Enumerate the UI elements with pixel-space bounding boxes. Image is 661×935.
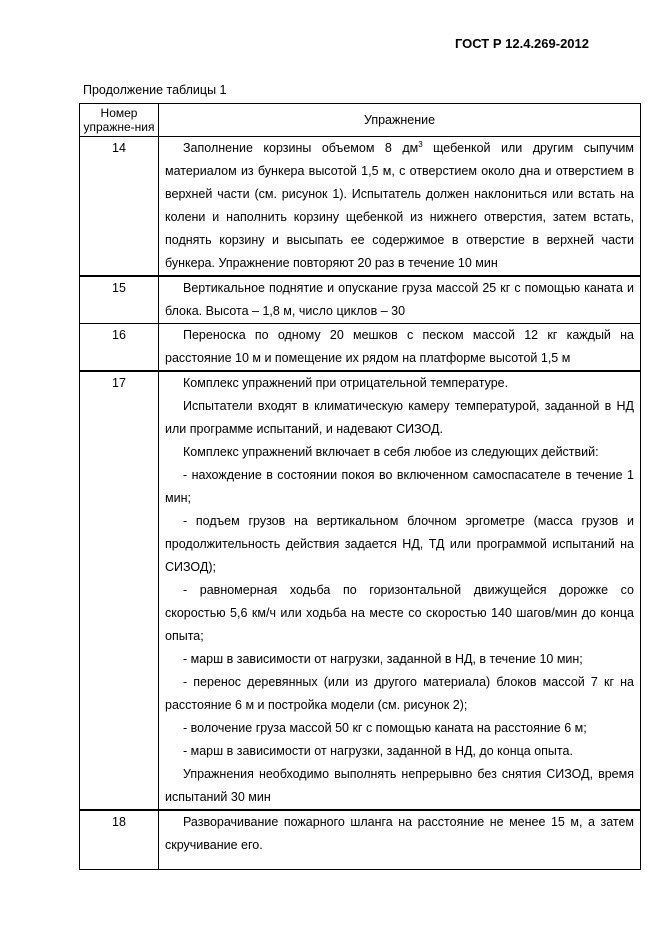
superscript: 3 [418, 139, 423, 149]
exercise-paragraph: Испытатели входят в климатическую камеру температурой, заданной в НД или программе испытаний, и надевают СИЗОД. [165, 399, 634, 436]
row-exercise-text [159, 276, 641, 324]
table-row [80, 810, 641, 870]
table-caption: Продолжение таблицы 1 [83, 83, 227, 97]
row-number: 17 [80, 371, 159, 810]
exercise-list-item: - перенос деревянных (или из другого материала) блоков массой 7 кг на расстояние 6 м и постройка модели (см. рисунок 2); [165, 675, 634, 712]
exercise-list-item: - марш в зависимости от нагрузки, заданной в НД, в течение 10 мин; [183, 652, 583, 666]
exercise-paragraph: Комплекс упражнений при отрицательной температуре. [183, 376, 509, 390]
exercise-text-part: Заполнение корзины объемом 8 дм [183, 141, 419, 155]
exercise-list-item: - волочение груза массой 50 кг с помощью каната на расстояние 6 м; [183, 721, 587, 735]
exercise-paragraph: Разворачивание пожарного шланга на расстояние не менее 15 м, а затем скручивание его. [165, 815, 634, 852]
exercise-paragraph: Вертикальное поднятие и опускание груза массой 25 кг с помощью каната и блока. Высота – 1,8 м, число циклов – 30 [165, 281, 634, 318]
exercise-paragraph: Переноска по одному 20 мешков с песком массой 12 кг каждый на расстояние 10 м и помещение их рядом на платформе высотой 1,5 м [165, 328, 634, 365]
exercise-list-item: - нахождение в состоянии покоя во включенном самоспасателе в течение 1 мин; [165, 468, 634, 505]
exercise-paragraph: Комплекс упражнений включает в себя любое из следующих действий: [183, 445, 599, 459]
table-row [80, 371, 641, 810]
row-number: 14 [80, 137, 159, 277]
exercise-list-item: - подъем грузов на вертикальном блочном эргометре (масса грузов и продолжительность действия задается НД, ТД или программой испытаний на СИЗОД); [165, 514, 634, 574]
table-row [80, 276, 641, 324]
row-exercise-text [159, 137, 641, 277]
row-exercise-text [159, 324, 641, 372]
exercise-paragraph: Упражнения необходимо выполнять непрерывно без снятия СИЗОД, время испытаний 30 мин [165, 767, 634, 804]
table-row [80, 324, 641, 372]
row-number: 15 [80, 276, 159, 324]
table-row [80, 137, 641, 277]
row-exercise-text [159, 810, 641, 870]
row-number: 18 [80, 810, 159, 870]
document-code: ГОСТ Р 12.4.269-2012 [454, 36, 589, 51]
row-exercise-text [159, 371, 641, 810]
exercise-list-item: - марш в зависимости от нагрузки, заданной в НД, до конца опыта. [183, 744, 573, 758]
row-number: 16 [80, 324, 159, 372]
exercise-text-part: щебенкой или другим сыпучим материалом из бункера высотой 1,5 м, с отверстием около дна и отверстием в верхней части (см. рисунок 1). Испытатель должен наклониться или встать на колени и наполнить корзину щебенкой из нижнего отверстия, затем встать, поднять корзину и высыпать ее содержимое в отверстие в верхней части бункера. Упражнение повторяют 20 раз в течение 10 мин [165, 141, 634, 270]
exercise-list-item: - равномерная ходьба по горизонтальной движущейся дорожке со скоростью 5,6 км/ч или ходьба на месте со скоростью 140 шагов/мин до конца опыта; [165, 583, 634, 643]
column-header-number: Номер упражне-ния [80, 104, 159, 137]
column-header-exercise: Упражнение [159, 104, 641, 137]
table-header-row [80, 104, 641, 137]
exercise-table [79, 103, 641, 870]
